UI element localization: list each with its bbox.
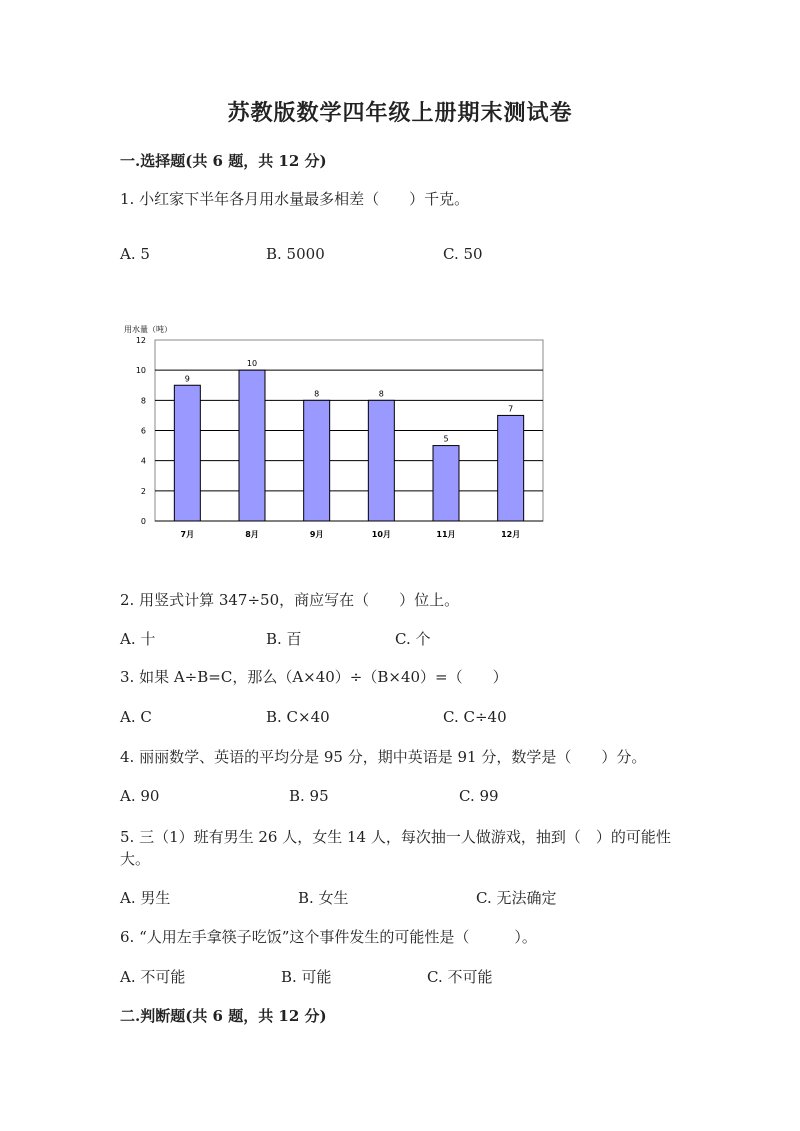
chart-x-tick-label: 11月 xyxy=(436,530,456,539)
chart-y-tick-label: 0 xyxy=(140,517,146,526)
question-3-option-b: B. C×40 xyxy=(266,708,330,726)
chart-y-tick-label: 4 xyxy=(140,456,146,466)
chart-y-ticks xyxy=(136,336,146,526)
question-4-option-c: C. 99 xyxy=(459,787,499,805)
question-6: 6. “人用左手拿筷子吃饭”这个事件发生的可能性是（ ）。 xyxy=(120,928,537,946)
question-5: 5. 三（1）班有男生 26 人，女生 14 人，每次抽一人做游戏，抽到（ ）的可能性大。 xyxy=(120,828,671,868)
question-2-option-c: C. 个 xyxy=(395,630,431,648)
chart-grid xyxy=(155,340,543,521)
question-6-option-c: C. 不可能 xyxy=(427,968,493,986)
chart-bars xyxy=(174,359,523,521)
chart-y-axis-label: 用水量（吨） xyxy=(124,325,172,334)
chart-data-label: 7 xyxy=(508,404,514,414)
chart-y-tick-label: 2 xyxy=(140,486,146,496)
chart-x-tick-label: 12月 xyxy=(501,530,521,539)
chart-data-label: 10 xyxy=(246,359,258,369)
question-1: 1. 小红家下半年各月用水量最多相差（ ）千克。 xyxy=(120,190,470,208)
question-5-option-c: C. 无法确定 xyxy=(476,889,557,907)
page-title: 苏教版数学四年级上册期末测试卷 xyxy=(227,100,573,126)
question-3: 3. 如果 A÷B=C，那么（A×40）÷（B×40）=（ ） xyxy=(120,668,508,686)
question-1-option-a: A. 5 xyxy=(120,245,150,263)
chart-bar xyxy=(433,446,459,521)
section-heading-judgment: 二.判断题(共 6 题，共 12 分) xyxy=(120,1007,327,1025)
chart-bar xyxy=(239,370,265,521)
chart-y-tick-label: 8 xyxy=(140,396,146,406)
chart-bar xyxy=(368,400,394,521)
question-1-option-c: C. 50 xyxy=(443,245,483,263)
chart-y-tick-label: 6 xyxy=(140,426,146,436)
question-5-option-b: B. 女生 xyxy=(298,889,349,907)
chart-bar xyxy=(498,415,524,521)
question-2-option-b: B. 百 xyxy=(266,630,302,648)
chart-bar xyxy=(174,385,200,521)
question-6-option-b: B. 可能 xyxy=(281,968,332,986)
chart-x-tick-label: 10月 xyxy=(371,530,391,539)
question-2: 2. 用竖式计算 347÷50，商应写在（ ）位上。 xyxy=(120,591,460,609)
chart-x-ticks xyxy=(181,530,521,539)
section-heading-choice: 一.选择题(共 6 题，共 12 分) xyxy=(120,152,327,170)
chart-data-label: 8 xyxy=(378,389,384,399)
question-3-option-c: C. C÷40 xyxy=(443,708,507,726)
chart-bar xyxy=(304,400,330,521)
question-4-option-a: A. 90 xyxy=(120,787,160,805)
question-5-option-a: A. 男生 xyxy=(120,889,171,907)
question-3-option-a: A. C xyxy=(120,708,152,726)
chart-y-tick-label: 12 xyxy=(135,336,146,345)
chart-x-tick-label: 8月 xyxy=(245,530,259,539)
chart-x-tick-label: 7月 xyxy=(180,530,195,539)
chart-data-label: 8 xyxy=(314,389,320,399)
chart-x-tick-label: 9月 xyxy=(309,530,324,539)
question-4: 4. 丽丽数学、英语的平均分是 95 分，期中英语是 91 分，数学是（ ）分。 xyxy=(120,748,647,766)
question-6-option-a: A. 不可能 xyxy=(120,968,186,986)
chart-data-label: 5 xyxy=(443,434,449,444)
question-4-option-b: B. 95 xyxy=(289,787,329,805)
chart-data-label: 9 xyxy=(184,374,190,384)
chart-y-tick-label: 10 xyxy=(135,366,146,376)
question-2-option-a: A. 十 xyxy=(120,630,156,648)
question-1-option-b: B. 5000 xyxy=(266,245,325,263)
